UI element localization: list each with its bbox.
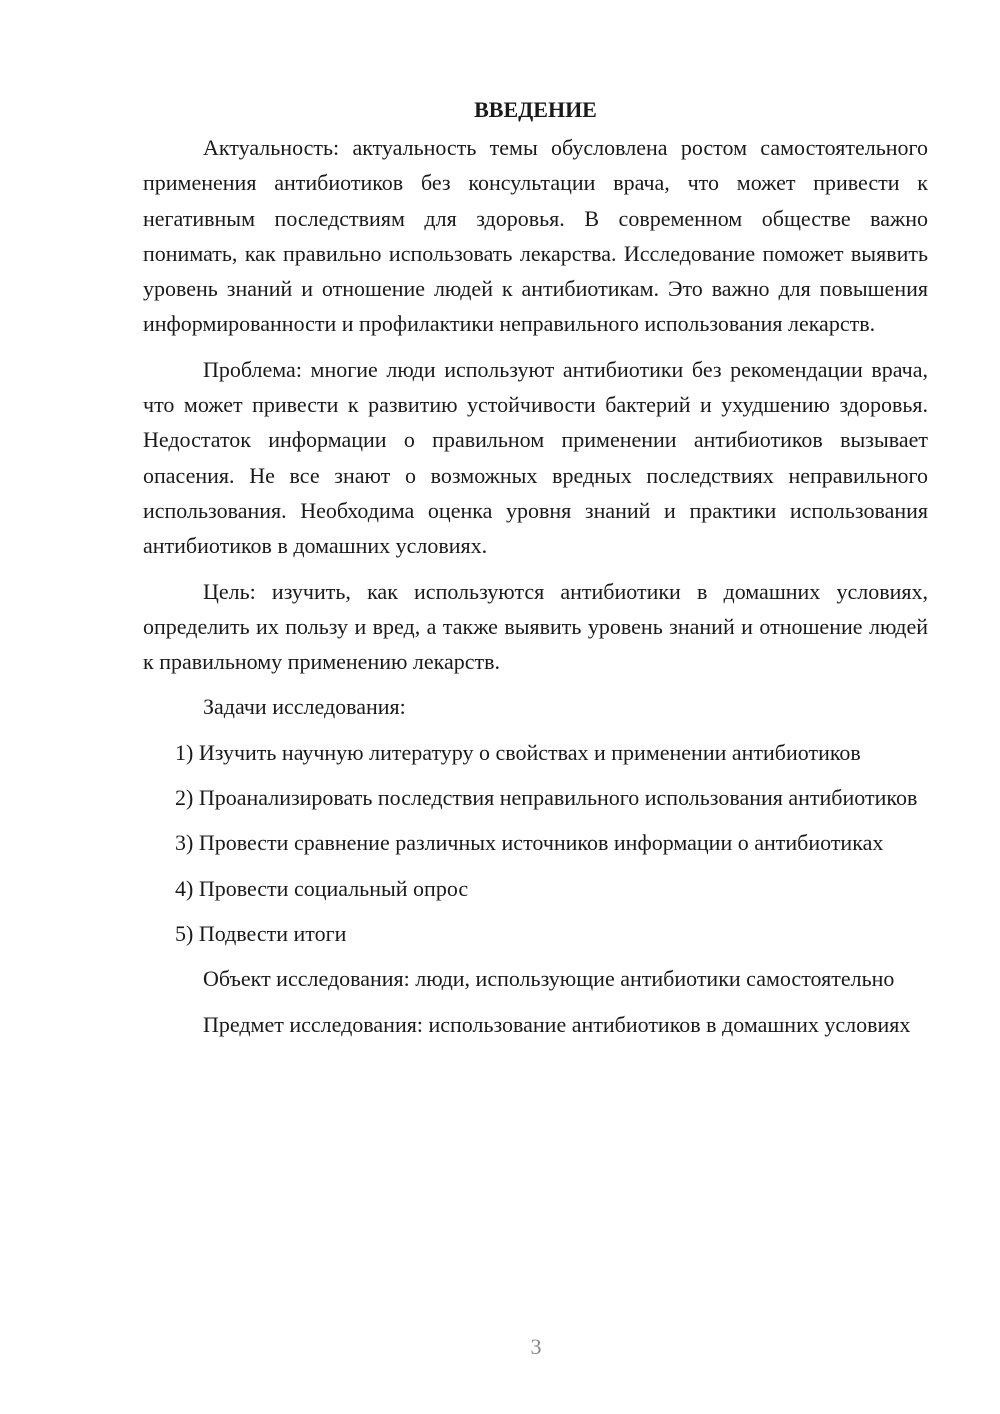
task-item: 1) Изучить научную литературу о свойствах и применении антибиотиков — [175, 739, 861, 765]
task-item: 2) Проанализировать последствия неправильного использования антибиотиков — [175, 785, 918, 811]
task-list — [143, 735, 928, 951]
page-number: 3 — [530, 1334, 542, 1359]
object-paragraph: Объект исследования: люди, использующие антибиотики самостоятельно — [203, 966, 895, 992]
section-heading: ВВЕДЕНИЕ — [474, 97, 597, 122]
problem-paragraph: Проблема: многие люди используют антибиотики без рекомендации врача, что может привести к развитию устойчивости бактерий и ухудшению здоровья. Недостаток информации о правильном применении антибиотиков вызывает опасения. Не все знают о возможных вредных последствиях неправильного использования. Необходима оценка уровня знаний и практики использования антибиотиков в домашних условиях. — [143, 356, 928, 559]
relevance-paragraph: Актуальность: актуальность темы обусловлена ростом самостоятельного применения антибиотиков без консультации врача, что может привести к негативным последствиям для здоровья. В современном обществе важно понимать, как правильно использовать лекарства. Исследование поможет выявить уровень знаний и отношение людей к антибиотикам. Это важно для повышения информированности и профилактики неправильного использования лекарств. — [143, 135, 928, 337]
document-page — [143, 92, 928, 1042]
tasks-intro: Задачи исследования: — [203, 694, 406, 720]
task-item: 3) Провести сравнение различных источников информации о антибиотиках — [175, 830, 884, 856]
subject-paragraph: Предмет исследования: использование антибиотиков в домашних условиях — [203, 1011, 911, 1037]
task-item: 5) Подвести итоги — [175, 920, 347, 946]
task-item: 4) Провести социальный опрос — [175, 875, 469, 901]
goal-paragraph: Цель: изучить, как используются антибиотики в домашних условиях, определить их пользу и вред, а также выявить уровень знаний и отношение людей к правильному применению лекарств. — [143, 578, 928, 675]
